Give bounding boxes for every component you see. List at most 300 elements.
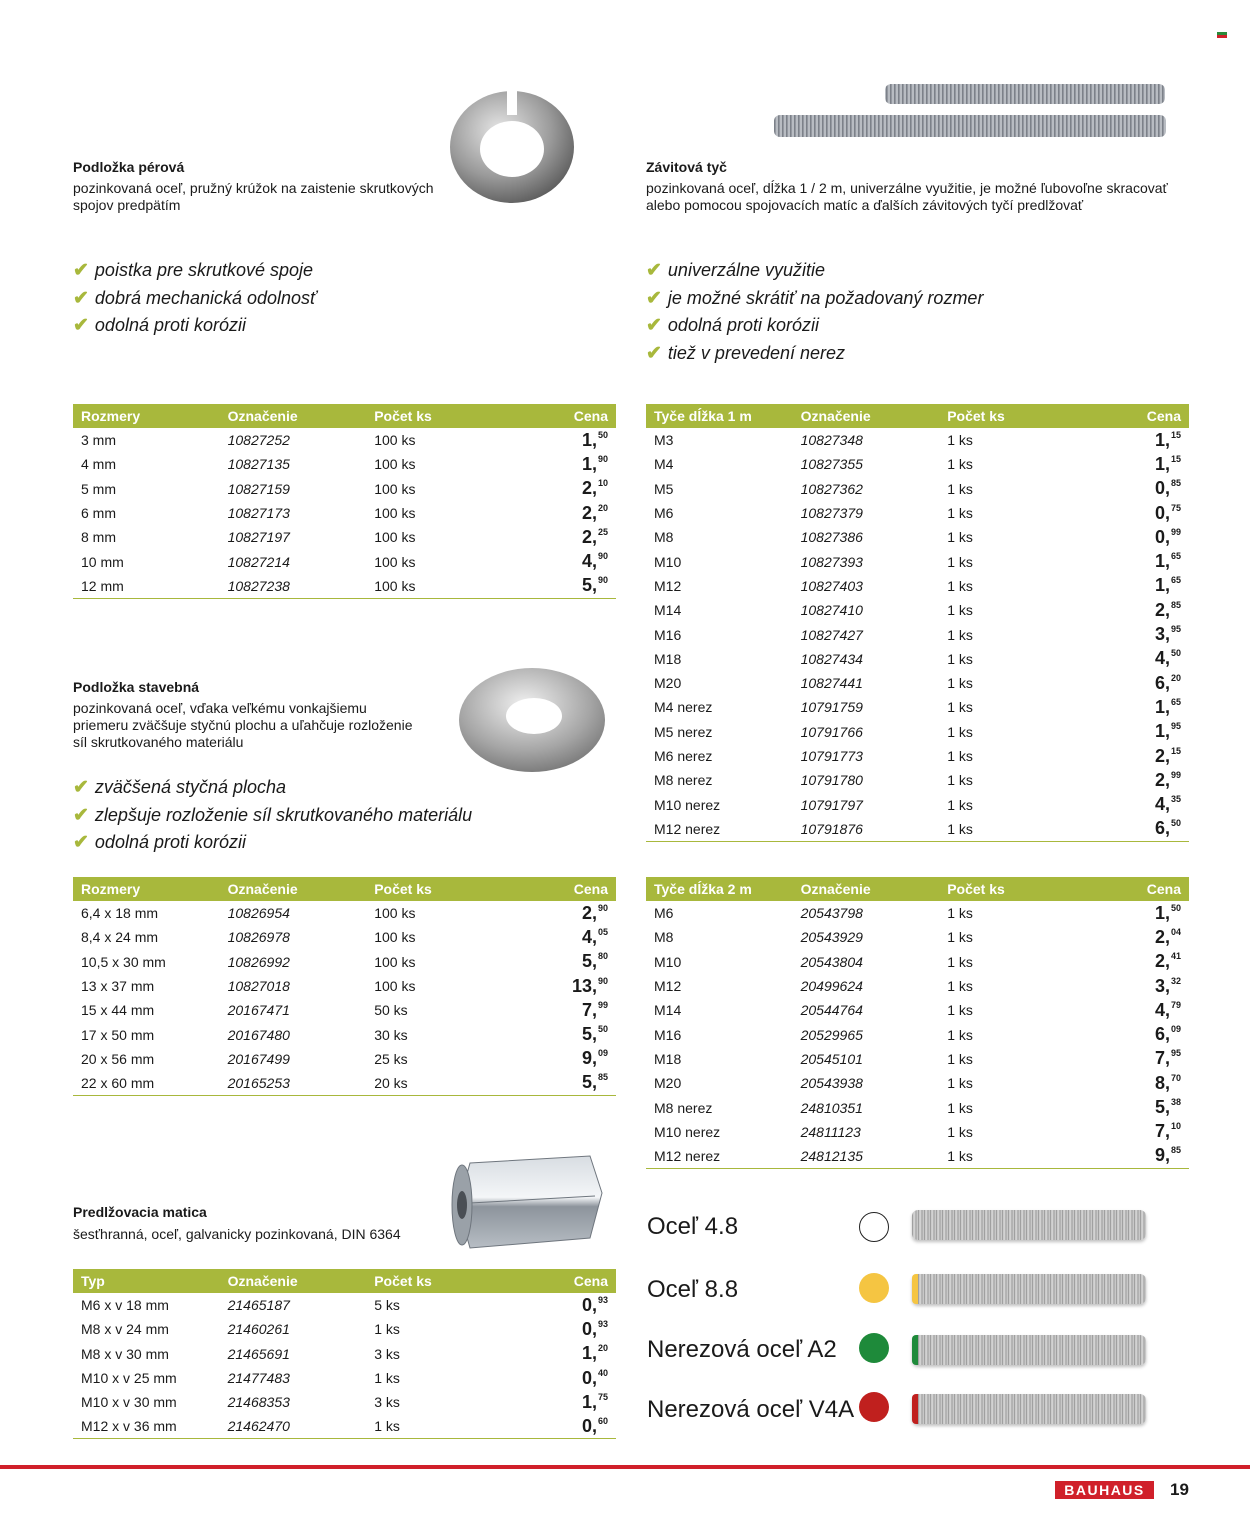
size-cell: M4 nerez <box>654 699 713 716</box>
size-cell: M20 <box>654 1075 682 1092</box>
quantity-cell: 30 ks <box>374 1026 408 1043</box>
grade-color-dot <box>859 1212 889 1242</box>
size-cell: M10 <box>654 953 682 970</box>
article-code-cell: 21460261 <box>227 1321 290 1338</box>
quantity-cell: 1 ks <box>366 1414 513 1438</box>
size-cell: 8 mm <box>81 529 116 546</box>
extension-nut-desc: šesťhranná, oceľ, galvanicky pozinkovaná, DIN 6364 <box>73 1226 401 1242</box>
quantity-cell: 1 ks <box>947 953 973 970</box>
price-whole: 1, <box>1154 575 1170 596</box>
article-code-cell: 20167471 <box>227 1002 290 1019</box>
table-row <box>646 792 1189 816</box>
quantity-cell: 1 ks <box>947 602 973 619</box>
table-row <box>646 720 1189 744</box>
quantity-cell: 20 ks <box>366 1071 513 1095</box>
size-cell: M18 <box>654 650 682 667</box>
column-header: Označenie <box>800 881 871 897</box>
price-cents: 38 <box>1170 1097 1181 1108</box>
table-row <box>73 925 616 949</box>
article-code-cell: 20544764 <box>800 1002 863 1019</box>
price-whole: 4, <box>581 551 597 572</box>
price-cell <box>513 525 616 549</box>
price-cents: 65 <box>1170 551 1181 562</box>
check-icon: ✔ <box>73 287 89 309</box>
extension-nut-image <box>440 1148 610 1258</box>
size-cell: 5 mm <box>81 480 116 497</box>
table-row <box>646 998 1189 1022</box>
price-cents: 20 <box>597 502 608 513</box>
spring-washer-image <box>445 85 580 210</box>
price-whole: 0, <box>581 1318 597 1339</box>
table-row <box>646 622 1189 646</box>
price-cell <box>1086 647 1189 671</box>
quantity-cell: 1 ks <box>947 1002 973 1019</box>
table-row <box>73 1390 616 1414</box>
grade-rod-image <box>912 1274 1146 1304</box>
article-code-cell: 20165253 <box>220 1071 367 1095</box>
article-code-cell: 10827441 <box>800 675 863 692</box>
check-icon: ✔ <box>646 287 662 309</box>
feature-item: ✔ univerzálne využitie <box>646 257 983 285</box>
price-whole: 1, <box>581 429 597 450</box>
column-header: Cena <box>1146 881 1181 897</box>
size-cell: 20 x 56 mm <box>81 1050 155 1067</box>
column-header: Tyče dĺžka 2 m <box>654 881 752 897</box>
price-cell <box>1086 768 1189 792</box>
steel-grade-label: Oceľ 4.8 <box>647 1213 739 1240</box>
threaded-rod-title: Závitová tyč <box>646 159 727 175</box>
size-cell: 22 x 60 mm <box>73 1071 220 1095</box>
price-cents: 80 <box>597 951 608 962</box>
price-cell <box>1086 925 1189 949</box>
price-whole: 0, <box>1154 478 1170 499</box>
check-icon: ✔ <box>73 260 89 281</box>
size-cell: 6,4 x 18 mm <box>81 905 159 922</box>
article-code-cell: 10827173 <box>227 505 290 522</box>
price-whole: 2, <box>1154 926 1170 947</box>
price-cell <box>1086 428 1189 452</box>
price-whole: 4, <box>581 926 597 947</box>
table-row <box>73 950 616 974</box>
table-row <box>646 647 1189 671</box>
price-cents: 90 <box>597 551 608 562</box>
table-row <box>646 671 1189 695</box>
size-cell: M12 nerez <box>646 817 793 841</box>
article-code-cell: 10827427 <box>800 626 863 643</box>
quantity-cell: 3 ks <box>374 1394 400 1411</box>
price-cell <box>513 1366 616 1390</box>
price-whole: 7, <box>1154 1121 1170 1142</box>
price-whole: 13, <box>571 975 597 996</box>
price-whole: 2, <box>1154 951 1170 972</box>
size-cell: M14 <box>654 1002 682 1019</box>
article-code-cell: 10827135 <box>227 456 290 473</box>
article-code-cell: 21462470 <box>220 1414 367 1438</box>
quantity-cell: 100 ks <box>374 529 416 546</box>
price-whole: 0, <box>581 1294 597 1315</box>
article-code-cell: 10827379 <box>800 505 863 522</box>
article-code-cell: 10827393 <box>800 553 863 570</box>
table-row <box>646 901 1189 925</box>
quantity-cell: 3 ks <box>374 1345 400 1362</box>
price-whole: 5, <box>1154 1097 1170 1118</box>
price-cell <box>513 574 616 598</box>
price-cents: 99 <box>597 999 608 1010</box>
size-cell: M8 x v 24 mm <box>81 1321 169 1338</box>
article-code-cell: 10827403 <box>800 577 863 594</box>
extension-nut-table <box>73 1269 616 1439</box>
threaded-rod-1m-table <box>646 404 1189 842</box>
page-number: 19 <box>1170 1480 1189 1499</box>
table-row <box>73 1366 616 1390</box>
price-cents: 04 <box>1170 926 1181 937</box>
size-cell: M16 <box>654 626 682 643</box>
table-row <box>646 817 1189 841</box>
quantity-cell: 1 ks <box>947 1050 973 1067</box>
price-cell <box>513 1414 616 1438</box>
threaded-rod-image <box>770 80 1170 155</box>
price-cents: 25 <box>597 526 608 537</box>
table-row <box>73 477 616 501</box>
price-cell <box>1086 574 1189 598</box>
price-whole: 2, <box>581 526 597 547</box>
quantity-cell: 1 ks <box>947 929 973 946</box>
quantity-cell: 100 ks <box>374 978 416 995</box>
price-cell <box>1086 501 1189 525</box>
article-code-cell: 20167499 <box>227 1050 290 1067</box>
column-header: Cena <box>573 408 608 424</box>
price-cents: 95 <box>1170 624 1181 635</box>
price-whole: 1, <box>1154 429 1170 450</box>
price-cents: 90 <box>597 975 608 986</box>
column-header: Počet ks <box>374 1273 432 1289</box>
size-cell: M8 nerez <box>654 772 713 789</box>
price-cents: 35 <box>1170 794 1181 805</box>
table-row <box>73 1317 616 1341</box>
price-cell <box>513 901 616 925</box>
table-header-row <box>73 404 616 428</box>
table-row <box>73 574 616 598</box>
article-code-cell: 10827238 <box>220 574 367 598</box>
price-whole: 2, <box>581 502 597 523</box>
article-code-cell: 10827214 <box>227 553 290 570</box>
quantity-cell: 1 ks <box>947 978 973 995</box>
size-cell: 3 mm <box>81 432 116 449</box>
table-row <box>646 768 1189 792</box>
price-cents: 99 <box>1170 769 1181 780</box>
quantity-cell: 100 ks <box>374 953 416 970</box>
article-code-cell: 10827159 <box>227 480 290 497</box>
column-header: Označenie <box>227 1273 298 1289</box>
column-header: Rozmery <box>81 881 141 897</box>
price-cell <box>1086 998 1189 1022</box>
article-code-cell: 24811123 <box>800 1123 861 1140</box>
building-washer-title: Podložka stavebná <box>73 679 200 695</box>
size-cell: M12 x v 36 mm <box>73 1414 220 1438</box>
table-row <box>646 974 1189 998</box>
extension-nut-title: Predlžovacia matica <box>73 1204 207 1220</box>
article-code-cell: 10827434 <box>800 650 863 667</box>
price-whole: 3, <box>1154 624 1170 645</box>
table-row <box>646 695 1189 719</box>
table-row <box>646 1047 1189 1071</box>
article-code-cell: 10791759 <box>800 699 863 716</box>
article-code-cell: 24812135 <box>793 1144 940 1168</box>
price-whole: 8, <box>1154 1072 1170 1093</box>
article-code-cell: 10827362 <box>800 480 863 497</box>
column-header: Typ <box>81 1273 105 1289</box>
size-cell: M6 <box>654 905 674 922</box>
building-washer-desc-2: priemeru zväčšuje styčnú plochu a uľahčuje rozloženie <box>73 717 413 733</box>
spring-washer-desc-1: pozinkovaná oceľ, pružný krúžok na zaistenie skrutkových <box>73 180 434 196</box>
article-code-cell: 10827197 <box>227 529 290 546</box>
quantity-cell: 1 ks <box>947 456 973 473</box>
column-header: Označenie <box>227 408 298 424</box>
quantity-cell: 5 ks <box>374 1297 400 1314</box>
quantity-cell: 1 ks <box>947 675 973 692</box>
check-icon: ✔ <box>646 342 662 364</box>
column-header: Počet ks <box>947 881 1005 897</box>
table-row <box>73 428 616 452</box>
spring-washer-features <box>73 257 316 340</box>
price-whole: 4, <box>1154 648 1170 669</box>
quantity-cell: 1 ks <box>947 577 973 594</box>
price-cents: 93 <box>597 1318 608 1329</box>
price-cents: 10 <box>597 478 608 489</box>
table-row <box>646 598 1189 622</box>
price-cell <box>513 1047 616 1071</box>
article-code-cell: 10827018 <box>227 978 290 995</box>
price-whole: 1, <box>581 1391 597 1412</box>
quantity-cell: 1 ks <box>947 480 973 497</box>
table-row <box>73 549 616 573</box>
feature-item: ✔ je možné skrátiť na požadovaný rozmer <box>646 285 983 313</box>
size-cell: M6 x v 18 mm <box>81 1297 169 1314</box>
quantity-cell: 1 ks <box>947 905 973 922</box>
check-icon: ✔ <box>73 315 89 336</box>
price-whole: 2, <box>1154 599 1170 620</box>
price-cents: 10 <box>1170 1121 1181 1132</box>
quantity-cell: 100 ks <box>374 929 416 946</box>
feature-item: ✔ odolná proti korózii <box>646 312 983 340</box>
article-code-cell: 24810351 <box>800 1099 863 1116</box>
size-cell: M10 nerez <box>654 1123 721 1140</box>
article-code-cell: 10827410 <box>800 602 863 619</box>
size-cell: 6 mm <box>81 505 116 522</box>
feature-item: ✔ odolná proti korózii <box>73 312 316 340</box>
price-cell <box>1086 1095 1189 1119</box>
quantity-cell: 1 ks <box>947 1099 973 1116</box>
price-whole: 6, <box>1154 818 1170 839</box>
article-code-cell: 20543798 <box>800 905 863 922</box>
price-cents: 50 <box>597 429 608 440</box>
table-row <box>646 1022 1189 1046</box>
quantity-cell: 1 ks <box>947 772 973 789</box>
quantity-cell: 1 ks <box>947 796 973 813</box>
price-whole: 1, <box>1154 453 1170 474</box>
quantity-cell: 1 ks <box>939 817 1086 841</box>
size-cell: M20 <box>654 675 682 692</box>
table-header-row <box>73 877 616 901</box>
price-cell <box>513 950 616 974</box>
price-cell <box>1086 1120 1189 1144</box>
price-cents: 95 <box>1170 721 1181 732</box>
price-whole: 5, <box>581 951 597 972</box>
column-header: Označenie <box>800 408 871 424</box>
column-header: Počet ks <box>374 881 432 897</box>
price-cell <box>513 428 616 452</box>
price-cents: 93 <box>597 1294 608 1305</box>
check-icon: ✔ <box>73 777 89 798</box>
price-cents: 90 <box>597 575 608 586</box>
price-cents: 75 <box>1170 502 1181 513</box>
price-cell <box>513 1342 616 1366</box>
price-cents: 20 <box>1170 672 1181 683</box>
price-whole: 1, <box>1154 902 1170 923</box>
price-cell <box>1086 549 1189 573</box>
size-cell: M12 <box>654 577 682 594</box>
footer-rule <box>0 1465 1250 1469</box>
quantity-cell: 1 ks <box>374 1370 400 1387</box>
grade-rod-image <box>912 1394 1146 1424</box>
size-cell: M8 nerez <box>654 1099 713 1116</box>
price-cell <box>1086 744 1189 768</box>
quantity-cell: 1 ks <box>947 553 973 570</box>
price-cell <box>513 452 616 476</box>
price-cents: 15 <box>1170 429 1181 440</box>
feature-item: ✔ odolná proti korózii <box>73 829 472 857</box>
price-whole: 2, <box>581 478 597 499</box>
price-cents: 09 <box>597 1048 608 1059</box>
table-row <box>646 1095 1189 1119</box>
price-cents: 90 <box>597 453 608 464</box>
price-cents: 20 <box>597 1343 608 1354</box>
price-whole: 5, <box>581 1072 597 1093</box>
feature-item: ✔ poistka pre skrutkové spoje <box>73 257 316 285</box>
price-whole: 1, <box>581 453 597 474</box>
price-whole: 0, <box>1154 502 1170 523</box>
price-whole: 0, <box>581 1415 597 1436</box>
bauhaus-logo: BAUHAUS <box>1055 1481 1154 1499</box>
building-washer-table <box>73 877 616 1096</box>
quantity-cell: 1 ks <box>947 748 973 764</box>
quantity-cell: 1 ks <box>947 723 973 740</box>
price-cell <box>1086 622 1189 646</box>
column-header: Cena <box>1146 408 1181 424</box>
price-whole: 1, <box>581 1343 597 1364</box>
table-row <box>646 950 1189 974</box>
price-cents: 85 <box>1170 478 1181 489</box>
quantity-cell: 25 ks <box>374 1050 408 1067</box>
feature-item: ✔ dobrá mechanická odolnosť <box>73 285 316 313</box>
price-whole: 6, <box>1154 1024 1170 1045</box>
table-row <box>646 574 1189 598</box>
table-header-row <box>646 404 1189 428</box>
price-whole: 4, <box>1154 794 1170 815</box>
steel-grade-label: Nerezová oceľ A2 <box>647 1336 837 1363</box>
price-cell <box>513 549 616 573</box>
table-row <box>646 1144 1189 1168</box>
size-cell: 15 x 44 mm <box>81 1002 155 1019</box>
grade-tip-mark <box>912 1394 918 1424</box>
building-washer-desc-3: síl skrutkovaného materiálu <box>73 734 244 750</box>
size-cell: M4 <box>654 456 674 473</box>
threaded-rod-features <box>646 257 983 367</box>
price-cell <box>513 1293 616 1317</box>
price-cell <box>1086 671 1189 695</box>
flag-icon <box>1217 32 1227 38</box>
table-row <box>646 452 1189 476</box>
table-row <box>73 1293 616 1317</box>
article-code-cell: 20545101 <box>800 1050 863 1067</box>
price-cell <box>1086 1071 1189 1095</box>
price-whole: 1, <box>1154 721 1170 742</box>
price-cell <box>513 974 616 998</box>
price-cents: 32 <box>1170 975 1181 986</box>
price-cents: 50 <box>597 1024 608 1035</box>
price-cents: 85 <box>1170 1145 1181 1156</box>
price-cents: 70 <box>1170 1072 1181 1083</box>
size-cell: M8 <box>654 529 674 546</box>
table-header-row <box>646 877 1189 901</box>
price-cell <box>1086 974 1189 998</box>
size-cell: M8 x v 30 mm <box>81 1345 169 1362</box>
table-row <box>73 525 616 549</box>
price-cell <box>513 998 616 1022</box>
quantity-cell: 100 ks <box>374 432 416 449</box>
table-row <box>73 901 616 925</box>
grade-rod-image <box>912 1335 1146 1365</box>
article-code-cell: 10827252 <box>227 432 290 449</box>
price-cents: 65 <box>1170 575 1181 586</box>
quantity-cell: 1 ks <box>947 626 973 643</box>
column-header: Označenie <box>227 881 298 897</box>
table-row <box>646 1071 1189 1095</box>
quantity-cell: 50 ks <box>374 1002 408 1019</box>
quantity-cell: 1 ks <box>374 1321 400 1338</box>
size-cell: M16 <box>654 1026 682 1043</box>
article-code-cell: 21465691 <box>227 1345 290 1362</box>
size-cell: 4 mm <box>81 456 116 473</box>
size-cell: 8,4 x 24 mm <box>81 929 159 946</box>
price-whole: 1, <box>1154 551 1170 572</box>
price-cents: 95 <box>1170 1048 1181 1059</box>
price-whole: 9, <box>581 1048 597 1069</box>
price-cell <box>1086 695 1189 719</box>
price-whole: 4, <box>1154 999 1170 1020</box>
size-cell: M3 <box>654 432 674 449</box>
price-whole: 0, <box>1154 526 1170 547</box>
size-cell: M10 x v 30 mm <box>81 1394 177 1411</box>
price-cell <box>513 477 616 501</box>
table-row <box>73 1047 616 1071</box>
grade-color-dot <box>859 1392 889 1422</box>
column-header: Cena <box>573 881 608 897</box>
quantity-cell: 1 ks <box>947 699 973 716</box>
table-row <box>646 477 1189 501</box>
price-cents: 90 <box>597 902 608 913</box>
spring-washer-desc-2: spojov predpätím <box>73 197 181 213</box>
price-whole: 2, <box>581 902 597 923</box>
price-cents: 41 <box>1170 951 1181 962</box>
size-cell: 10,5 x 30 mm <box>81 953 166 970</box>
spring-washer-title: Podložka pérová <box>73 159 185 175</box>
size-cell: M18 <box>654 1050 682 1067</box>
check-icon: ✔ <box>73 804 89 826</box>
price-whole: 7, <box>1154 1048 1170 1069</box>
price-whole: 1, <box>1154 696 1170 717</box>
price-cell <box>1086 525 1189 549</box>
